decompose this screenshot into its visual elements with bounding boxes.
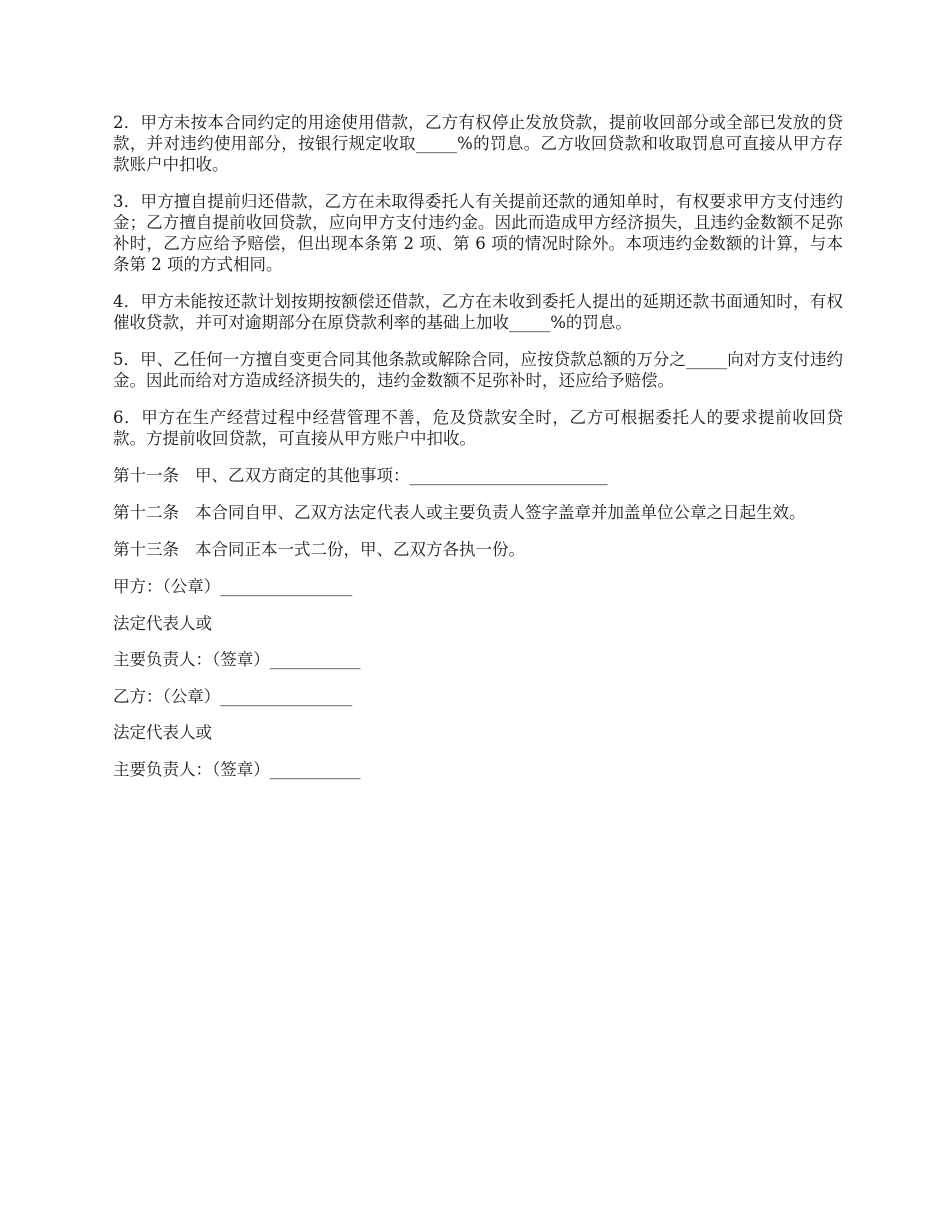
article-13-number: 第十三条 — [113, 540, 179, 559]
article-12-text: 本合同自甲、乙双方法定代表人或主要负责人签字盖章并加盖单位公章之日起生效。 — [195, 503, 806, 522]
clause-item-2: 2．甲方未按本合同约定的用途使用借款，乙方有权停止发放贷款，提前收回部分或全部已发放的贷款，并对违约使用部分，按银行规定收取_____%的罚息。乙方收回贷款和收取罚息可直接从甲方存款账户中扣收。 — [113, 113, 843, 174]
party-b-seal-line: 乙方：（公章）________________ — [113, 686, 353, 706]
clause-item-5: 5．甲、乙任何一方擅自变更合同其他条款或解除合同，应按贷款总额的万分之_____向对方支付违约金。因此而给对方造成经济损失的，违约金数额不足弥补时，还应给予赔偿。 — [113, 350, 843, 390]
party-b-signature-line: 主要负责人：（签章）___________ — [113, 759, 361, 779]
article-12 — [113, 502, 843, 523]
clause-item-3: 3．甲方擅自提前归还借款，乙方在未取得委托人有关提前还款的通知单时，有权要求甲方支付违约金；乙方擅自提前收回贷款，应向甲方支付违约金。因此而造成甲方经济损失，且违约金数额不足弥补时，乙方应给予赔偿，但出现本条第 2 项、第 6 项的情况时除外。本项违约金数额的计算，与本条第 2 项的方式相同。 — [113, 192, 843, 274]
article-11-text: 甲、乙双方商定的其他事项：________________________ — [195, 466, 608, 485]
article-13-text: 本合同正本一式二份，甲、乙双方各执一份。 — [195, 540, 525, 559]
article-11 — [113, 465, 843, 486]
article-11-number: 第十一条 — [113, 466, 179, 485]
clause-item-4: 4．甲方未能按还款计划按期按额偿还借款，乙方在未收到委托人提出的延期还款书面通知时，有权催收贷款，并可对逾期部分在原贷款利率的基础上加收_____%的罚息。 — [113, 292, 843, 332]
document-body — [113, 112, 843, 795]
article-13 — [113, 539, 843, 560]
party-a-legal-rep-label: 法定代表人或 — [113, 613, 212, 633]
clause-item-6: 6．甲方在生产经营过程中经营管理不善，危及贷款安全时，乙方可根据委托人的要求提前收回贷款。方提前收回贷款，可直接从甲方账户中扣收。 — [113, 408, 843, 448]
party-b-legal-rep-label: 法定代表人或 — [113, 723, 212, 742]
party-a-signature-line: 主要负责人：（签章）___________ — [113, 650, 361, 669]
article-12-number: 第十二条 — [113, 503, 179, 522]
party-a-seal-line: 甲方：（公章）________________ — [113, 577, 353, 596]
